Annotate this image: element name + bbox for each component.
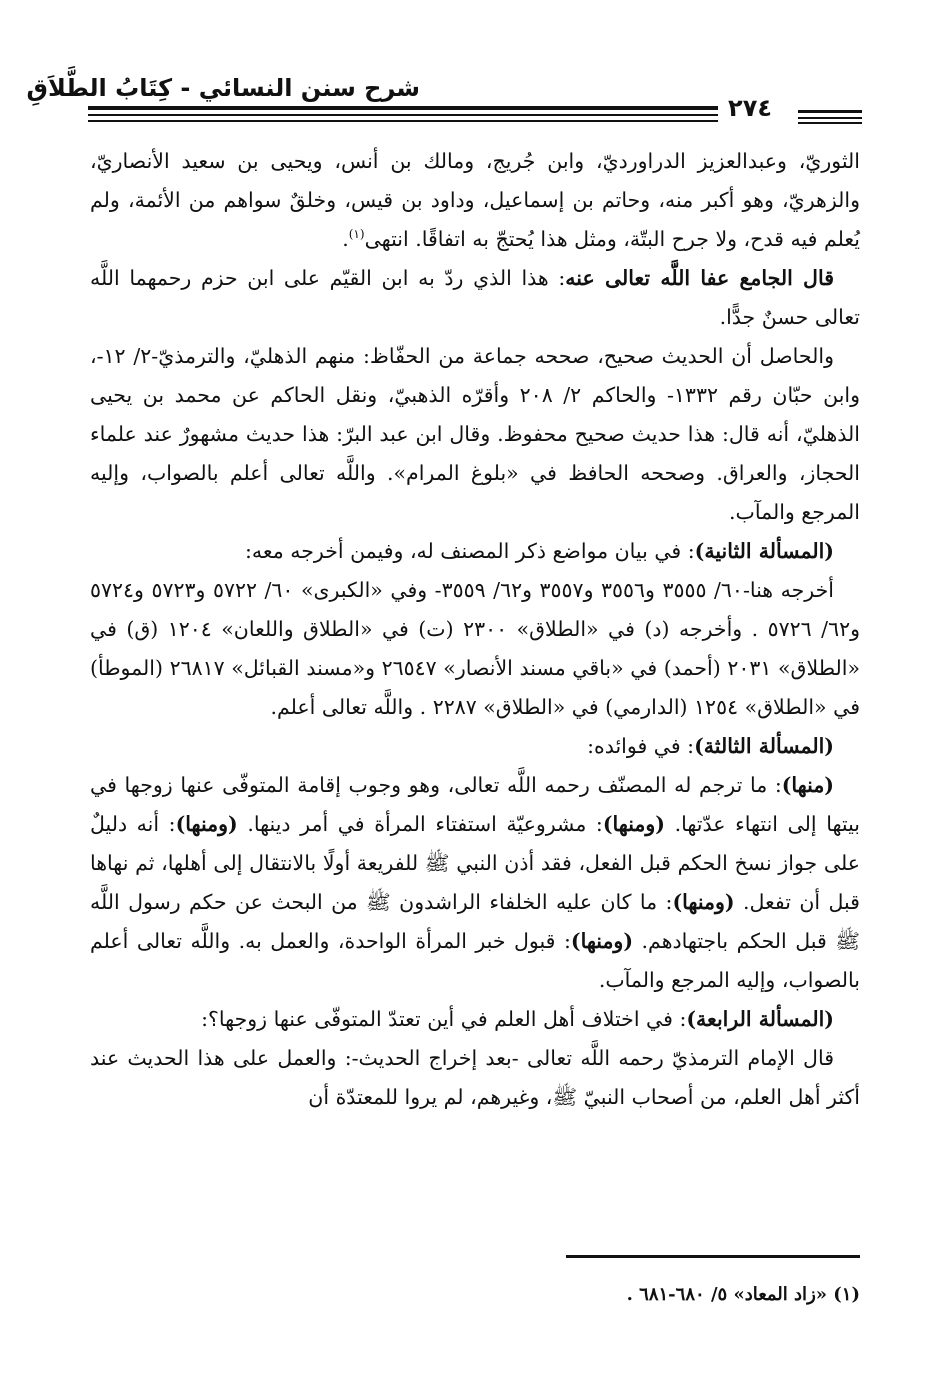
paragraph [90,766,860,1000]
section-heading: (المسألة الثالثة) [694,734,834,758]
footnote: (١) «زاد المعاد» ٥/ ٦٨٠-٦٨١ . [626,1284,860,1305]
paragraph [90,571,860,727]
paragraph [90,1000,860,1039]
footnote-reference: (١) [348,227,365,242]
point-label: (ومنها) [672,890,735,914]
page-number: ٢٧٤ [728,94,772,122]
running-title: شرح سنن النسائي - كِتَابُ الطَّلاَقِ [26,74,420,102]
heading-inline: قال الجامع عفا اللَّه تعالى عنه [565,266,834,290]
paragraph-text: : أنه دليلٌ على جواز نسخ الحكم قبل الفعل، فقد أذن النبي ﷺ للفريعة أولًا بالانتقال إلى أهلها، ثم نهاها قبل أن تفعل. [90,812,860,914]
section-heading: (المسألة الرابعة) [686,1007,834,1031]
header-rule-thick [88,106,718,110]
paragraph [90,1039,860,1117]
paragraph-text: . [342,227,349,251]
paragraph-text: : في اختلاف أهل العلم في أين تعتدّ المتوفّى عنها زوجها؟: [201,1007,687,1031]
paragraph [90,532,860,571]
header-rule-thin [88,120,718,122]
paragraph-text: : ما ترجم له المصنّف رحمه اللَّه تعالى، وهو وجوب إقامة المتوفّى عنها زوجها في بيتها إلى انتهاء عدّتها. [90,773,860,836]
paragraph-text: : قبول خبر المرأة الواحدة، والعمل به. واللَّه تعالى أعلم بالصواب، وإليه المرجع والمآب. [90,929,860,992]
point-label: (منها) [781,773,834,797]
point-label: (ومنها) [602,812,665,836]
footnote-separator [566,1255,860,1258]
header-rule-right-thin [798,122,862,124]
section-heading: (المسألة الثانية) [694,539,834,563]
paragraph-text: : هذا الذي ردّ به ابن القيّم على ابن حزم رحمهما اللَّه تعالى حسنٌ جدًّا. [90,266,860,329]
paragraph-text: الثوريّ، وعبدالعزيز الدراورديّ، وابن جُريج، ومالك بن أنس، ويحيى بن سعيد الأنصاريّ، والزهريّ، وهو أكبر منه، وحاتم بن إسماعيل، وداود بن قيس، وخلقٌ سواهم من الأئمة، ولم يُعلم فيه قدح، ولا جرح البتّة، ومثل هذا يُحتجّ به اتفاقًا. انتهى [90,149,860,251]
header-rule-right-thick [798,110,862,113]
paragraph [90,259,860,337]
paragraph-text: : مشروعيّة استفتاء المرأة في أمر دينها. [247,812,603,836]
paragraph-text: أخرجه هنا-٦٠/ ٣٥٥٥ و٣٥٥٦ و٣٥٥٧ و٦٢/ ٣٥٥٩- وفي «الكبرى» ٦٠/ ٥٧٢٢ و٥٧٢٣ و٥٧٢٤ و٦٢/ ٥٧٢٦ . وأخرجه (د) في «الطلاق» ٢٣٠٠ (ت) في «الطلاق واللعان» ١٢٠٤ (ق) في «الطلاق» ٢٠٣١ (أحمد) في «باقي مسند الأنصار» ٢٦٥٤٧ و«مسند القبائل» ٢٦٨١٧ (الموطأ) في «الطلاق» ١٢٥٤ (الدارمي) في «الطلاق» ٢٢٨٧ . واللَّه تعالى أعلم. [90,578,860,719]
paragraph-text: قال الإمام الترمذيّ رحمه اللَّه تعالى -بعد إخراج الحديث-: والعمل على هذا الحديث عند أكثر أهل العلم، من أصحاب النبيّ ﷺ، وغيرهم، لم يروا للمعتدّة أن [90,1046,860,1109]
main-text [90,142,860,1117]
paragraph [90,337,860,532]
page-header [26,60,862,130]
paragraph [90,142,860,259]
point-label: (ومنها) [175,812,238,836]
paragraph [90,727,860,766]
paragraph-text: : في فوائده: [587,734,695,758]
header-rule-thin [88,114,718,116]
paragraph-text: : في بيان مواضع ذكر المصنف له، وفيمن أخرجه معه: [244,539,695,563]
paragraph-text: : ما كان عليه الخلفاء الراشدون ﷺ من البحث عن حكم رسول اللَّه ﷺ قبل الحكم باجتهادهم. [90,890,860,953]
point-label: (ومنها) [570,929,634,953]
header-rule-right-thin [798,117,862,119]
paragraph-text: والحاصل أن الحديث صحيح، صححه جماعة من الحفّاظ: منهم الذهليّ، والترمذيّ-٢/ ١٢-، وابن حبّان رقم ١٣٣٢- والحاكم ٢/ ٢٠٨ وأقرّه الذهبيّ، ونقل الحاكم عن محمد بن يحيى الذهليّ، أنه قال: هذا حديث صحيح محفوظ. وقال ابن عبد البرّ: هذا حديث مشهورٌ عند علماء الحجاز، والعراق. وصححه الحافظ في «بلوغ المرام». واللَّه تعالى أعلم بالصواب، وإليه المرجع والمآب. [90,344,860,524]
